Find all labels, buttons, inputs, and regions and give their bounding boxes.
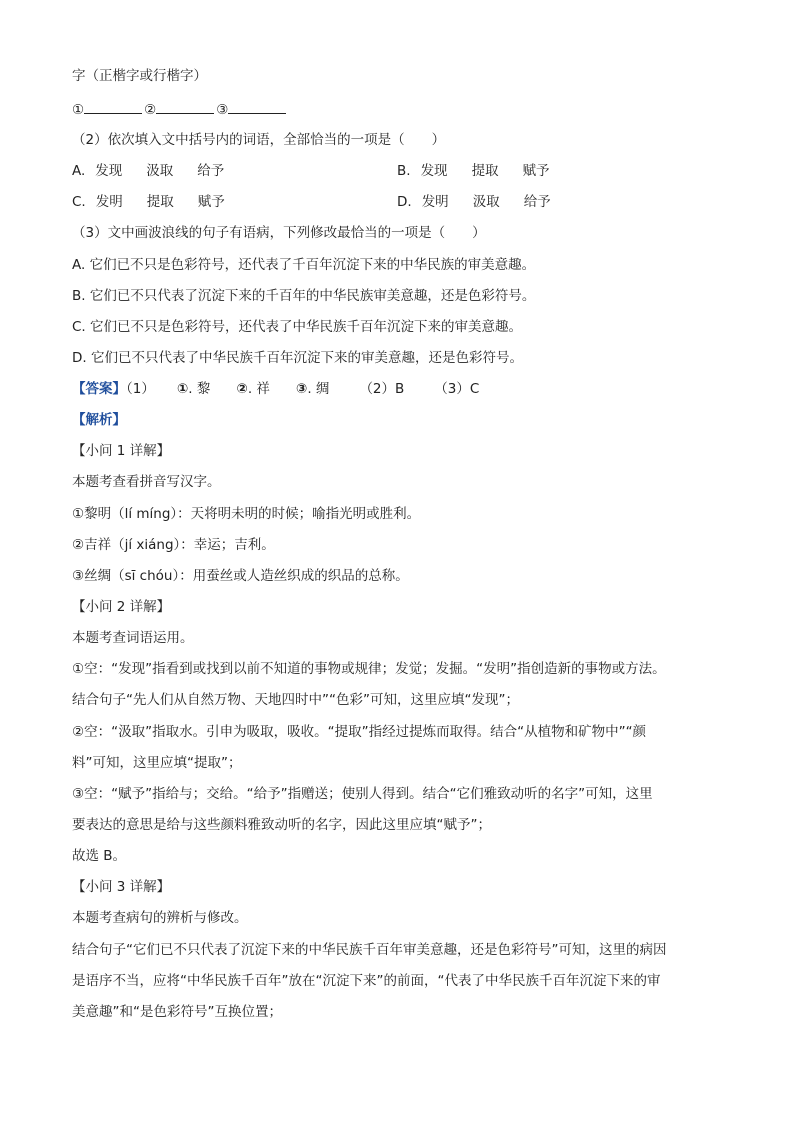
option-word: 赋予 xyxy=(522,163,550,179)
q3-option-d: D. 它们已不只代表了中华民族千百年沉淀下来的审美意趣，还是色彩符号。 xyxy=(72,350,523,366)
q3-option-b: B. 它们已不只代表了沉淀下来的千百年的中华民族审美意趣，还是色彩符号。 xyxy=(72,288,536,304)
blank-field-1 xyxy=(84,99,142,114)
sub1-paragraph: 本题考查看拼音写汉字。 xyxy=(72,474,221,490)
option-word: 发现 xyxy=(95,163,123,179)
answer-circle-3: ③ xyxy=(295,381,308,397)
sub2-paragraph: 要表达的意思是给与这些颜料雅致动听的名字，因此这里应填“赋予”； xyxy=(72,817,491,833)
sub2-paragraph: 料”可知，这里应填“提取”； xyxy=(72,755,242,771)
option-a xyxy=(72,161,224,181)
answer-text-1: . 黎 xyxy=(188,381,211,397)
option-word: 汲取 xyxy=(146,163,174,179)
option-word: 发现 xyxy=(420,163,448,179)
sub1-title: 【小问 1 详解】 xyxy=(72,443,171,459)
option-b xyxy=(397,161,550,181)
answer-text-2: . 祥 xyxy=(247,381,270,397)
option-word: 发明 xyxy=(421,194,449,210)
option-word: 提取 xyxy=(471,163,499,179)
option-letter: C. xyxy=(72,194,86,210)
sub3-paragraph: 结合句子“它们已不只代表了沉淀下来的中华民族千百年审美意趣，还是色彩符号”可知，这里的病因 xyxy=(72,942,667,958)
sub2-paragraph: ②空：“汲取”指取水。引申为吸取，吸收。“提取”指经过提炼而取得。结合“从植物和矿物中”“颜 xyxy=(72,724,647,740)
blank-marker-2: ② xyxy=(144,102,157,118)
blank-marker-3: ③ xyxy=(216,102,229,118)
sub3-paragraph: 美意趣”和“是色彩符号”互换位置； xyxy=(72,1004,282,1020)
answer-2: （2）B xyxy=(359,381,405,397)
option-word: 发明 xyxy=(95,194,123,210)
q3-option-c: C. 它们已不只是色彩符号，还代表了中华民族千百年沉淀下来的审美意趣。 xyxy=(72,319,523,335)
answer-circle-2: ② xyxy=(236,381,248,397)
answer-line xyxy=(72,379,479,399)
sub1-paragraph: ②吉祥（jí xiáng）：幸运；吉利。 xyxy=(72,537,275,553)
sub3-paragraph: 是语序不当，应将“中华民族千百年”放在“沉淀下来”的前面，“代表了中华民族千百年沉淀下来的审 xyxy=(72,973,661,989)
option-word: 赋予 xyxy=(197,194,225,210)
option-word: 给予 xyxy=(197,163,225,179)
option-word: 提取 xyxy=(146,194,174,210)
sub3-paragraph: 本题考查病句的辨析与修改。 xyxy=(72,910,248,926)
answer-label: 【答案】 xyxy=(72,381,126,397)
blank-marker-1: ① xyxy=(72,102,85,118)
q3-option-a: A. 它们已不只是色彩符号，还代表了千百年沉淀下来的中华民族的审美意趣。 xyxy=(72,257,536,273)
text-line: 字（正楷字或行楷字） xyxy=(72,68,207,84)
sub1-paragraph: ③丝绸（sī chóu）：用蚕丝或人造丝织成的织品的总称。 xyxy=(72,568,409,584)
answer-circle-1: ① xyxy=(176,381,189,397)
answer-text-3: . 绸 xyxy=(307,381,330,397)
answer-3: （3）C xyxy=(434,381,480,397)
sub3-title: 【小问 3 详解】 xyxy=(72,879,171,895)
sub2-title: 【小问 2 详解】 xyxy=(72,599,171,615)
blank-line xyxy=(72,99,288,120)
question-2: （2）依次填入文中括号内的词语，全部恰当的一项是（ ） xyxy=(72,132,446,148)
sub2-paragraph: 本题考查词语运用。 xyxy=(72,630,194,646)
answer-1: （1） xyxy=(126,381,155,397)
blank-field-2 xyxy=(156,99,214,114)
analysis-label: 【解析】 xyxy=(72,412,126,428)
option-word: 给予 xyxy=(523,194,551,210)
sub2-paragraph: 故选 B。 xyxy=(72,848,127,864)
option-letter: B. xyxy=(397,163,411,179)
blank-field-3 xyxy=(228,99,286,114)
option-c xyxy=(72,192,225,212)
option-letter: D. xyxy=(397,194,412,210)
sub2-paragraph: ①空：“发现”指看到或找到以前不知道的事物或规律；发觉；发掘。“发明”指创造新的事物或方法。 xyxy=(72,661,666,677)
option-letter: A. xyxy=(72,163,86,179)
option-d xyxy=(397,192,551,212)
question-3: （3）文中画波浪线的句子有语病，下列修改最恰当的一项是（ ） xyxy=(72,225,486,241)
sub2-paragraph: 结合句子“先人们从自然万物、天地四时中”“色彩”可知，这里应填“发现”； xyxy=(72,692,519,708)
option-word: 汲取 xyxy=(472,194,500,210)
sub1-paragraph: ①黎明（lí míng）：天将明未明的时候；喻指光明或胜利。 xyxy=(72,506,421,522)
sub2-paragraph: ③空：“赋予”指给与；交给。“给予”指赠送；使别人得到。结合“它们雅致动听的名字”可知，这里 xyxy=(72,786,653,802)
